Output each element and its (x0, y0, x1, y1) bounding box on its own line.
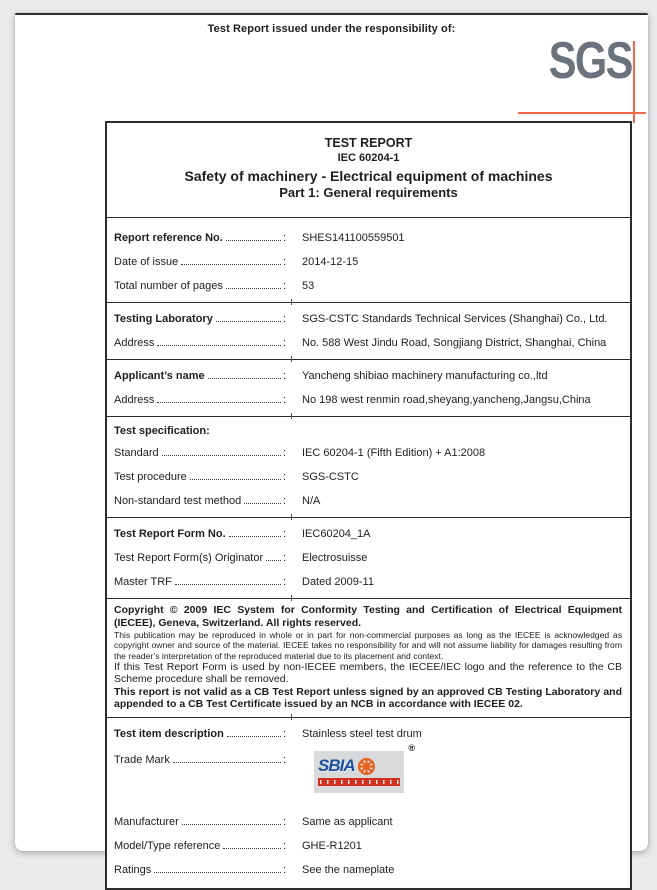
field-value: No 198 west renmin road,sheyang,yancheng,Jangsu,China (302, 394, 591, 406)
test-specification-heading: Test specification: (114, 425, 210, 437)
field-value: 53 (302, 280, 315, 292)
field-label: Total number of pages (114, 280, 223, 292)
field-label: Manufacturer (114, 815, 179, 828)
title-standard-number: IEC 60204-1 (337, 152, 400, 164)
field-value (286, 742, 622, 793)
dot-leader (229, 536, 281, 537)
field-value: SGS-CSTC Standards Technical Services (Shanghai) Co., Ltd. (302, 313, 608, 325)
field-value: N/A (302, 495, 321, 507)
title-standard-name: Safety of machinery - Electrical equipment of machines (184, 168, 553, 184)
field-label: Test Report Form(s) Originator (114, 552, 264, 564)
dot-leader (157, 402, 281, 403)
field-label: Trade Mark (114, 753, 170, 766)
field-label: Address (114, 394, 155, 406)
field-label: Master TRF (114, 576, 172, 588)
field-value: SHES141100559501 (302, 232, 405, 244)
dot-leader (227, 736, 281, 737)
table-row (107, 810, 630, 834)
table-row (107, 441, 630, 465)
table-row (107, 364, 630, 388)
field-value: Stainless steel test drum (302, 727, 422, 740)
sgs-crosshair-vertical-line (633, 41, 635, 123)
dot-leader (223, 848, 281, 849)
responsibility-statement: Test Report issued under the responsibility of: (207, 23, 456, 35)
section-copyright (107, 598, 630, 717)
report-table (105, 121, 632, 890)
field-label: Non-standard test method (114, 495, 242, 507)
table-row (107, 331, 630, 355)
dot-leader (182, 824, 281, 825)
field-value: No. 588 West Jindu Road, Songjiang District, Shanghai, China (302, 337, 607, 349)
field-label: Model/Type reference (114, 839, 221, 852)
trade-mark-logo (314, 742, 415, 793)
field-label: Test item description (114, 727, 224, 740)
table-row (107, 274, 630, 298)
table-row (107, 489, 630, 513)
dot-leader (226, 240, 281, 241)
field-value: See the nameplate (302, 863, 395, 876)
field-value: 2014-12-15 (302, 256, 359, 268)
table-row (107, 226, 630, 250)
dot-leader (244, 503, 281, 504)
table-row (107, 307, 630, 331)
dot-leader (226, 288, 281, 289)
table-row (107, 858, 630, 882)
copyright-validity-note: This report is not valid as a CB Test Report unless signed by an approved CB Testing Laboratory and appended to a CB Test Certificate issued by an NCB in accordance with IECEE 02. (114, 685, 622, 711)
title-part: Part 1: General requirements (279, 185, 458, 200)
sgs-crosshair-horizontal-line (518, 112, 646, 114)
table-row (107, 834, 630, 858)
field-label: Test procedure (114, 471, 187, 483)
field-label: Test Report Form No. (114, 528, 226, 540)
field-value: Dated 2009-11 (302, 576, 374, 588)
trade-mark-logo-text: SBIA (318, 756, 355, 776)
section-report-info (107, 217, 630, 302)
dot-leader (216, 321, 281, 322)
registered-trademark-icon: ® (408, 742, 415, 753)
field-value: Same as applicant (302, 815, 393, 828)
section-testing-laboratory (107, 302, 630, 359)
field-value: SGS-CSTC (302, 471, 359, 483)
dot-leader (157, 345, 281, 346)
field-label: Standard (114, 447, 159, 459)
dot-leader (208, 378, 281, 379)
dot-leader (266, 560, 281, 561)
table-row (107, 570, 630, 594)
dot-leader (162, 455, 281, 456)
section-test-item (107, 717, 630, 888)
section-test-report-form (107, 517, 630, 598)
field-value: IEC60204_1A (302, 528, 371, 540)
dot-leader (190, 479, 281, 480)
copyright-removal-note: If this Test Report Form is used by non-IECEE members, the IECEE/IEC logo and the reference to the CB Scheme procedure shall be removed. (114, 660, 622, 686)
field-label: Applicant’s name (114, 370, 205, 382)
trade-mark-banner (318, 778, 400, 786)
table-row (107, 546, 630, 570)
report-page (15, 13, 648, 876)
table-row (107, 250, 630, 274)
field-label: Testing Laboratory (114, 313, 213, 325)
field-label: Address (114, 337, 155, 349)
copyright-notice: Copyright © 2009 IEC System for Conformity Testing and Certification of Electrical Equipment (IECEE), Geneva, Switzerland. All rights reserved. (114, 604, 622, 629)
dot-leader (173, 762, 281, 763)
table-row (107, 522, 630, 546)
dot-leader (154, 872, 281, 873)
table-row (107, 722, 630, 746)
dot-leader (175, 584, 281, 585)
sgs-logo (510, 32, 644, 127)
field-value: IEC 60204-1 (Fifth Edition) + A1:2008 (302, 447, 486, 459)
table-row (107, 388, 630, 412)
section-test-specification (107, 416, 630, 517)
table-row (107, 465, 630, 489)
field-value: GHE-R1201 (302, 839, 362, 852)
dot-leader (181, 264, 281, 265)
table-row (107, 742, 630, 810)
sgs-logo-text: SGS (548, 32, 632, 90)
title-block (107, 123, 630, 217)
copyright-fine-print: This publication may be reproduced in whole or in part for non-commercial purposes as long as the IECEE is acknowledged as copyright owner and source of the material. IECEE takes no responsibility for and will not assume liability for damages resulting from the reader’s interpretation of the reproduced material due to its placement and context. (114, 630, 622, 661)
section-applicant (107, 359, 630, 416)
field-value: Yancheng shibiao machinery manufacturing co.,ltd (302, 370, 548, 382)
field-value: Electrosuisse (302, 552, 368, 564)
field-label: Date of issue (114, 256, 179, 268)
field-label: Report reference No. (114, 232, 223, 244)
field-label: Ratings (114, 863, 152, 876)
title-test-report: TEST REPORT (324, 136, 413, 150)
wheel-icon (357, 757, 376, 776)
